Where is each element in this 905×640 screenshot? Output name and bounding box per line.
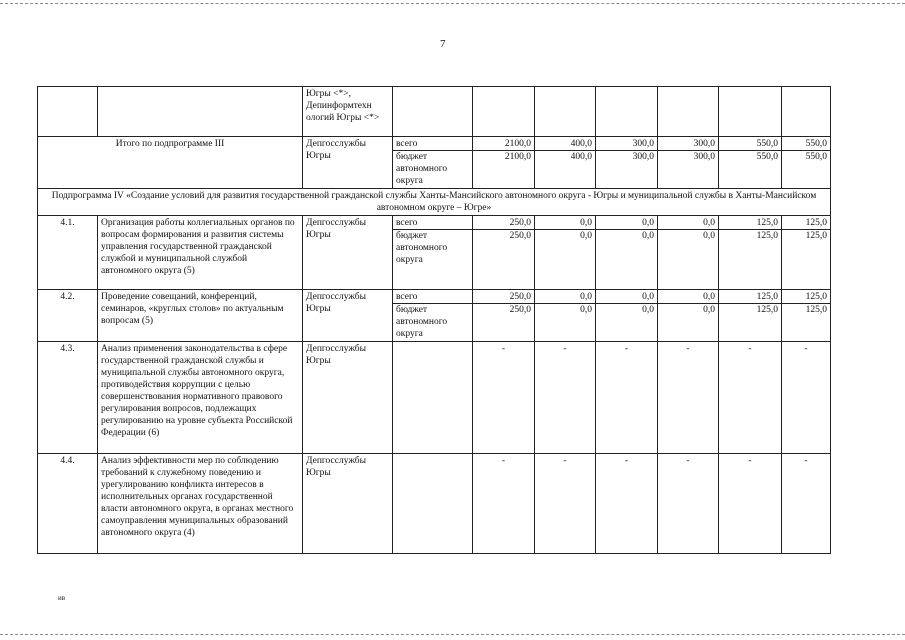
scan-top-edge <box>0 3 905 4</box>
funding-source-cell: всего бюджет автономного округа <box>393 216 473 290</box>
item-number: 4.1. <box>38 216 98 290</box>
funding-source-budget: бюджет автономного округа <box>393 150 472 187</box>
amount-cell: 125,0 125,0 <box>719 216 782 290</box>
amount-cell: 300,0 300,0 <box>658 137 719 189</box>
amount-cell: 550,0 550,0 <box>719 137 782 189</box>
amount-cell: 400,0 400,0 <box>535 137 596 189</box>
subprogram-header-row <box>38 189 831 216</box>
amount-cell: 250,0 250,0 <box>473 216 535 290</box>
amount-cell: 2100,0 2100,0 <box>473 137 535 189</box>
responsible-cell: Депгосслужбы Югры <box>303 454 393 554</box>
table-row <box>38 216 831 290</box>
item-name: Анализ эффективности мер по соблюдению требований к служебному поведению и урегулированию конфликта интересов в исполнительных органах государственной власти автономного округа, в органах местного самоуправления муниципальных образований автономного округа (4) <box>98 454 303 554</box>
item-name: Анализ применения законодательства в сфере государственной гражданской службы и муниципальной службы автономного округа, противодействия коррупции с целью совершенствования нормативного правового регулирования вопросов, подлежащих регулированию на уровне субъекта Российской Федерации (6) <box>98 342 303 454</box>
item-number: 4.2. <box>38 290 98 342</box>
scan-bottom-edge <box>0 634 905 635</box>
responsible-cell: Депгосслужбы Югры <box>303 342 393 454</box>
amount-cell: - <box>535 342 596 454</box>
amount-cell: - <box>719 342 782 454</box>
subprogram-title: Подпрограмма IV «Создание условий для развития государственной гражданской службы Ханты-Мансийского автономного округа - Югры и муниципальной службы в Ханты-Мансийском автономном округе – Югре» <box>38 189 831 216</box>
amount-cell: - <box>658 342 719 454</box>
responsible-cell: Депгосслужбы Югры <box>303 137 393 189</box>
amount-cell: 0,0 0,0 <box>658 290 719 342</box>
amount-cell: 125,0 125,0 <box>719 290 782 342</box>
item-name: Организация работы коллегиальных органов по вопросам формирования и развития системы управления государственной гражданской службой и муниципальной службой автономного округа (5) <box>98 216 303 290</box>
amount-cell: - <box>658 454 719 554</box>
amount-cell: - <box>782 454 831 554</box>
item-number: 4.3. <box>38 342 98 454</box>
amount-cell: 125,0 125,0 <box>782 216 831 290</box>
item-number: 4.4. <box>38 454 98 554</box>
table-row-total <box>38 137 831 189</box>
amount-cell: - <box>535 454 596 554</box>
funding-source-cell: всего бюджет автономного округа <box>393 290 473 342</box>
table-row <box>38 290 831 342</box>
responsible-cell: Депгосслужбы Югры <box>303 290 393 342</box>
amount-cell: - <box>596 342 658 454</box>
amount-cell: 300,0 300,0 <box>596 137 658 189</box>
amount-cell: 0,0 0,0 <box>596 290 658 342</box>
page-number: 7 <box>440 38 446 50</box>
amount-cell: 0,0 0,0 <box>658 216 719 290</box>
amount-cell: - <box>473 342 535 454</box>
funding-source-cell <box>393 137 473 189</box>
program-table <box>37 86 831 554</box>
responsible-cell: Депгосслужбы Югры <box>303 216 393 290</box>
funding-source-total: всего <box>396 139 418 149</box>
item-name: Проведение совещаний, конференций, семинаров, «круглых столов» по актуальным вопросам (5) <box>98 290 303 342</box>
amount-cell: 550,0 550,0 <box>782 137 831 189</box>
amount-cell: 250,0 250,0 <box>473 290 535 342</box>
responsible-cell: Югры <*>, Депинформтехн ологий Югры <*> <box>303 87 393 137</box>
table-row <box>38 87 831 137</box>
total-label: Итого по подпрограмме III <box>38 137 303 189</box>
footer-mark: ив <box>58 594 66 602</box>
amount-cell: - <box>596 454 658 554</box>
table-row <box>38 342 831 454</box>
amount-cell: - <box>719 454 782 554</box>
amount-cell: 0,0 0,0 <box>535 290 596 342</box>
amount-cell: - <box>473 454 535 554</box>
table-row <box>38 454 831 554</box>
amount-cell: 0,0 0,0 <box>535 216 596 290</box>
amount-cell: 0,0 0,0 <box>596 216 658 290</box>
amount-cell: - <box>782 342 831 454</box>
amount-cell: 125,0 125,0 <box>782 290 831 342</box>
